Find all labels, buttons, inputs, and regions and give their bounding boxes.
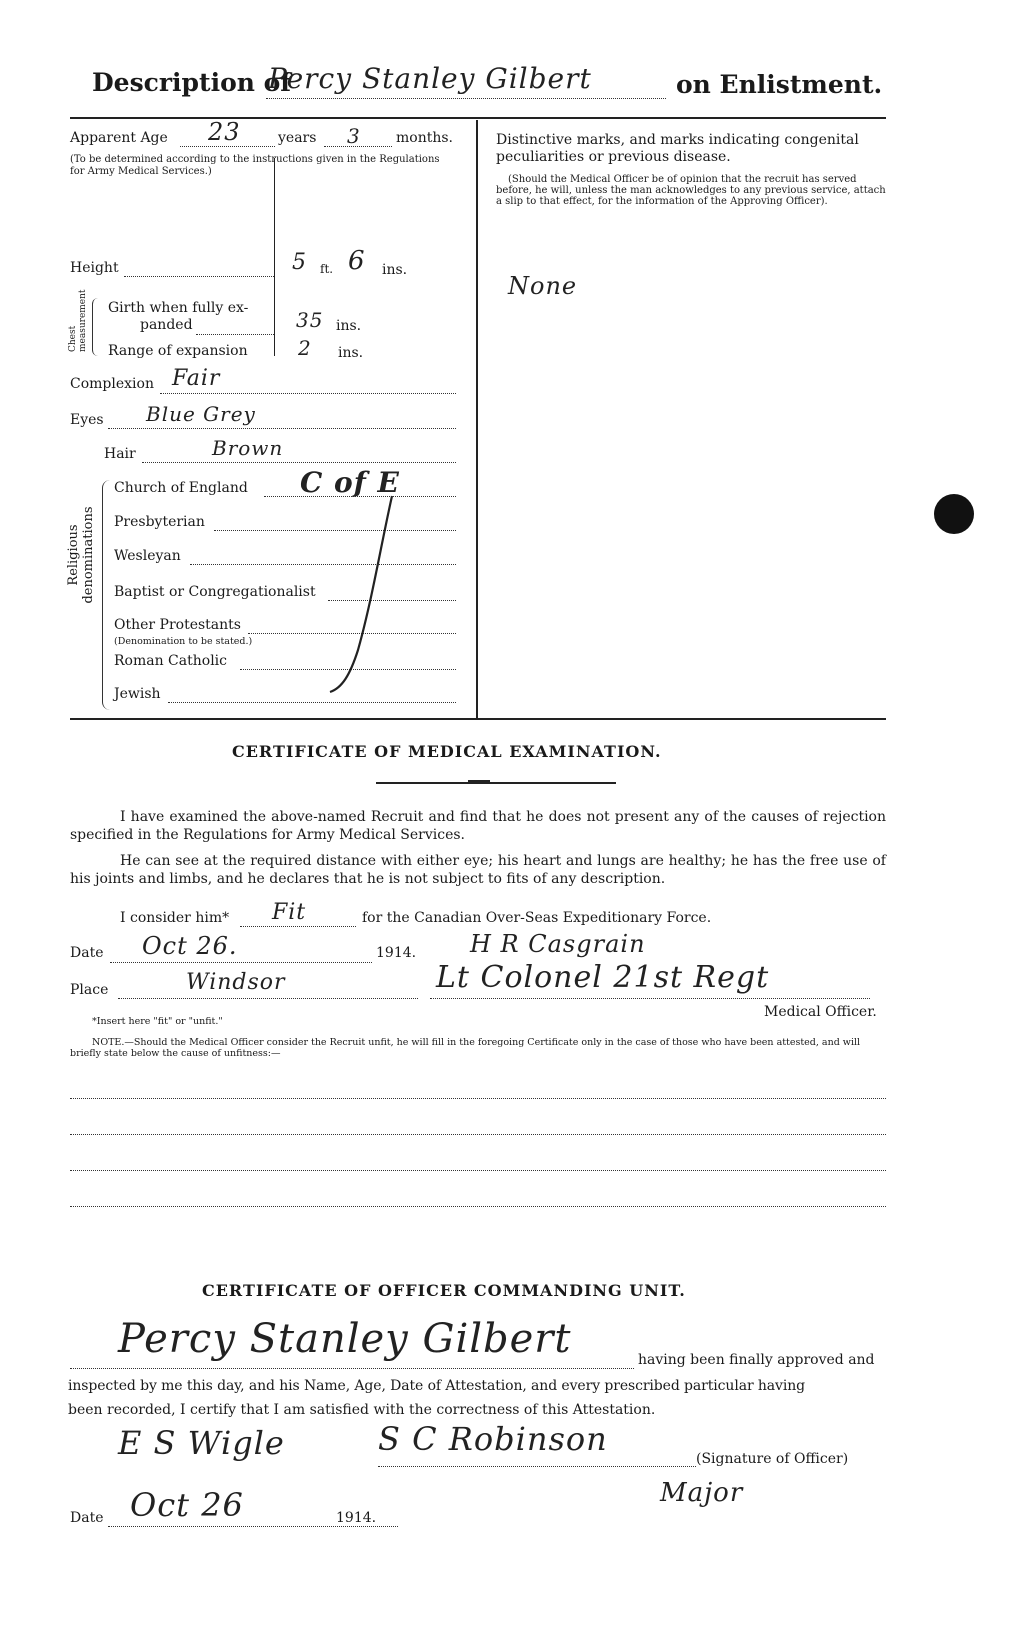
medical-officer-signature: H R Casgrain [470,930,646,958]
distinctive-marks-note: (Should the Medical Officer be of opinion that the recruit has served before, he will, unless the man acknowledges to any previous service, attach a slip to that effect, for the information of the Approving Officer). [496,174,886,207]
months-label: months. [396,130,453,146]
recruit-name-header: Percy Stanley Gilbert [268,62,592,95]
religion-other-protestants: Other Protestants [114,617,241,633]
age-instructions-note: (To be determined according to the instructions given in the Regulations for Army Medical Services.) [70,154,440,177]
height-inches-value: 6 [348,246,366,276]
commanding-date-label: Date [70,1510,104,1526]
commanding-certificate-title: CERTIFICATE OF OFFICER COMMANDING UNIT. [202,1281,686,1300]
years-label: years [278,130,317,146]
age-years-value: 23 [208,118,241,146]
religion-church-of-england: Church of England [114,480,248,496]
range-inches-label: ins. [338,345,364,361]
inner-divider [274,158,275,356]
medical-officer-rank-signature: Lt Colonel 21st Regt [436,960,770,995]
medical-place-label: Place [70,982,109,998]
other-protestants-note: (Denomination to be stated.) [114,636,253,647]
commanding-line-1: having been finally approved and [638,1352,875,1368]
insert-note: *Insert here "fit" or "unfit." [92,1016,223,1027]
unfitness-line-3 [70,1170,886,1171]
religious-denominations-label: Religious denominations [66,506,96,604]
witness-signature: E S Wigle [118,1424,285,1462]
range-value: 2 [298,336,312,360]
inches-label: ins. [382,262,408,278]
distinctive-marks-value: None [508,272,578,300]
hair-value: Brown [212,436,284,460]
commanding-year: 1914. [336,1510,377,1526]
form-title-prefix: Description of [92,68,292,97]
feet-label: ft. [320,262,334,276]
fitness-value: Fit [272,900,307,925]
height-label: Height [70,260,119,276]
consider-label: I consider him* [120,910,230,926]
medical-officer-label: Medical Officer. [764,1004,877,1020]
religion-baptist: Baptist or Congregationalist [114,584,316,600]
commanding-recruit-name: Percy Stanley Gilbert [118,1316,572,1362]
religion-presbyterian: Presbyterian [114,514,205,530]
signature-of-officer-label: (Signature of Officer) [696,1451,849,1467]
consider-suffix: for the Canadian Over-Seas Expeditionary Force. [362,910,712,926]
religion-value: C of E [300,466,400,499]
girth-label-2: panded [140,317,193,333]
name-dotted-line [266,98,666,99]
age-label: Apparent Age [70,130,168,146]
commanding-line-2: inspected by me this day, and his Name, Age, Date of Attestation, and every prescribed particular having [68,1378,806,1394]
unfitness-line-1 [70,1098,886,1099]
religion-wesleyan: Wesleyan [114,548,181,564]
girth-value: 35 [296,308,324,332]
complexion-label: Complexion [70,376,154,392]
unfitness-line-2 [70,1134,886,1135]
height-feet-value: 5 [292,250,307,275]
religion-jewish: Jewish [114,686,161,702]
top-rule [70,117,886,119]
officer-signature: S C Robinson [378,1420,608,1458]
unfit-note: NOTE.—Should the Medical Officer consider the Recruit unfit, he will fill in the foregoing Certificate only in the case of those who have been attested, and will briefly state below the cause of unfitness:— [70,1037,861,1059]
commanding-date-value: Oct 26 [130,1486,244,1524]
age-months-value: 3 [347,124,361,148]
medical-paragraph-2: He can see at the required distance with either eye; his heart and lungs are healthy; he has the free use of his joints and limbs, and he declares that he is not subject to fits of any description. [70,853,886,887]
punch-hole [934,494,974,534]
religion-stroke-mark [320,490,400,700]
form-title-suffix: on Enlistment. [676,70,883,99]
medical-date-value: Oct 26. [142,932,238,960]
bottom-rule [70,718,886,720]
medical-place-value: Windsor [186,970,286,995]
girth-inches-label: ins. [336,318,362,334]
medical-paragraph-1: I have examined the above-named Recruit and find that he does not present any of the causes of rejection specified in the Regulations for Army Medical Services. [70,809,886,843]
range-label: Range of expansion [108,343,248,359]
girth-label-1: Girth when fully ex- [108,300,249,316]
commanding-line-3: been recorded, I certify that I am satisfied with the correctness of this Attestation. [68,1402,656,1418]
column-divider [476,120,478,718]
complexion-value: Fair [172,366,221,391]
medical-certificate-title: CERTIFICATE OF MEDICAL EXAMINATION. [232,742,662,761]
hair-label: Hair [104,446,136,462]
religion-roman-catholic: Roman Catholic [114,653,227,669]
medical-date-label: Date [70,945,104,961]
officer-rank: Major [660,1478,744,1508]
unfitness-line-4 [70,1206,886,1207]
medical-year: 1914. [376,945,417,961]
distinctive-marks-heading: Distinctive marks, and marks indicating congenital peculiarities or previous disease. [496,132,859,165]
eyes-value: Blue Grey [146,402,256,426]
chest-measurement-label: Chest measurement [68,289,88,352]
eyes-label: Eyes [70,412,104,428]
